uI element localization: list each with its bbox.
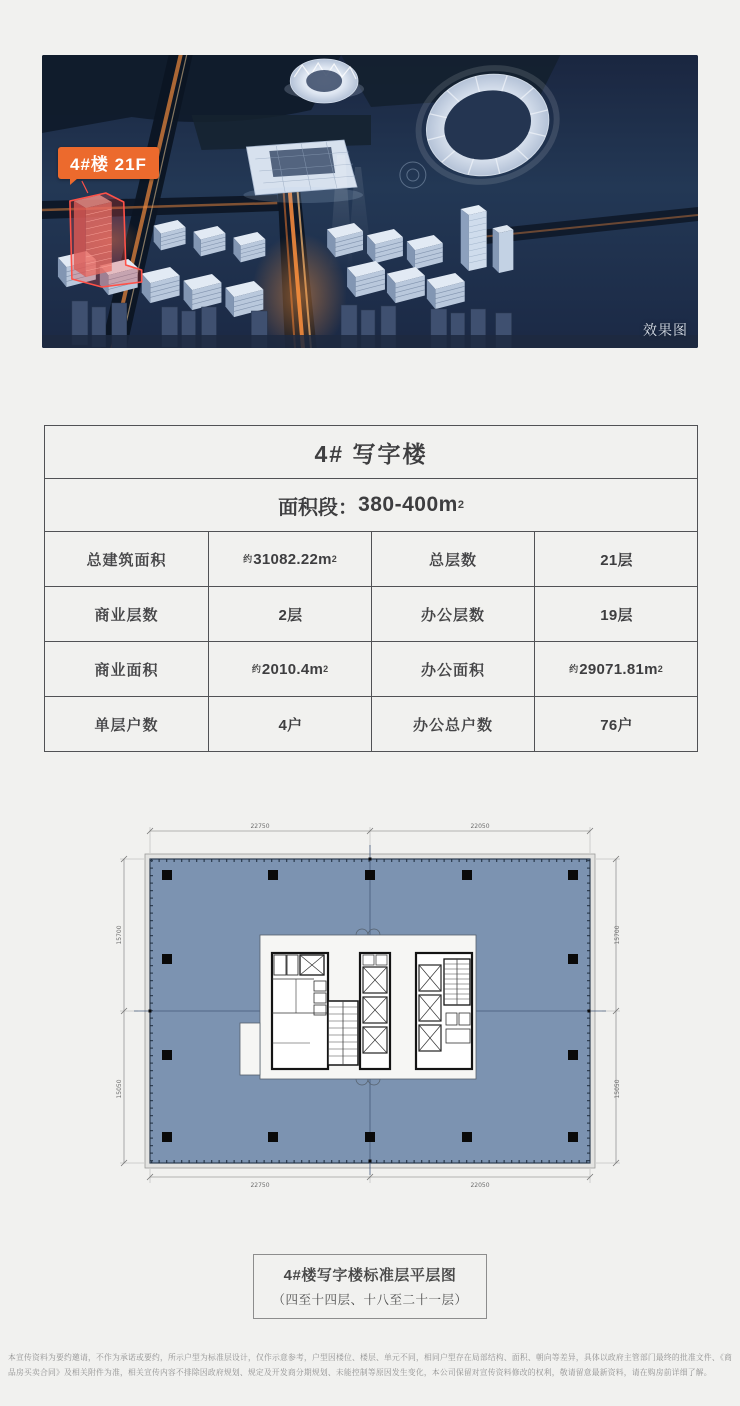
- dim-right-bottom: 15050: [614, 1079, 621, 1099]
- row-label: 商业面积: [94, 661, 159, 679]
- row-value: 21层: [534, 532, 697, 586]
- row-label: 总建筑面积: [86, 551, 167, 569]
- row-label: 办公层数: [371, 587, 534, 641]
- row-label: 总层数: [371, 532, 534, 586]
- core-right-block: [416, 953, 472, 1069]
- plan-caption-box: [253, 1254, 486, 1319]
- foreground-silhouette: [42, 335, 698, 348]
- row-label: 商业层数: [94, 606, 159, 624]
- row-value: 约 2010.4m 2: [208, 642, 371, 696]
- building-info-table: [44, 425, 698, 752]
- row-value: 76户: [534, 697, 697, 751]
- building-tag: 4#楼 21F: [58, 147, 159, 179]
- dim-left-bottom: 15050: [116, 1079, 123, 1099]
- dim-top-right: 22050: [470, 823, 490, 830]
- row-label: 办公面积: [371, 642, 534, 696]
- area-range-value: 380-400m: [358, 493, 458, 516]
- plan-caption-title: 4#楼写字楼标准层平层图: [283, 1267, 457, 1284]
- row-label: 单层户数: [94, 716, 159, 734]
- table-row: [45, 641, 697, 696]
- legal-disclaimer: 本宣传资料为要约邀请，不作为承诺或要约，所示户型为标准层设计，仅作示意参考，户型因楼位、楼层、单元不同，相同户型存在局部结构、面积、朝向等差异，具体以政府主管部门最终的批准文件、《商品房买卖合同》及相关附件为准，相关宣传内容不排除因政府规划、规定及开发商分期规划、未能控制等原因发生变化，本公司保留对宣传资料修改的权利，敬请留意最新资料，请在购房前详细了解。: [8, 1353, 732, 1378]
- core: [240, 929, 476, 1085]
- table-title-row: [45, 426, 697, 478]
- area-range-sup: 2: [457, 499, 464, 511]
- dim-left-top: 15700: [116, 925, 123, 945]
- row-label: 办公总户数: [371, 697, 534, 751]
- area-range-label: 面积段：: [278, 496, 359, 519]
- dim-bottom-left: 22750: [250, 1182, 270, 1189]
- core-left-block: [272, 953, 328, 1069]
- stair-left: [328, 1001, 358, 1065]
- table-row: [45, 531, 697, 586]
- night-aerial-scene: [42, 55, 698, 348]
- row-value: 4户: [208, 697, 371, 751]
- hero-render-image: [42, 55, 698, 348]
- row-value: 约 29071.81m 2: [534, 642, 697, 696]
- plan-caption-floors: （四至十四层、十八至二十一层）: [272, 1293, 468, 1307]
- elevator-bank-middle: [360, 953, 390, 1069]
- table-row: [45, 586, 697, 641]
- tall-tower-shape-2: [493, 225, 514, 273]
- table-title: 4# 写字楼: [314, 440, 428, 467]
- dim-right-top: 15700: [614, 925, 621, 945]
- floor-plan-drawing: [110, 817, 630, 1192]
- tall-tower-shape: [461, 205, 487, 271]
- area-range-row: [45, 478, 697, 531]
- row-value: 2层: [208, 587, 371, 641]
- row-value: 19层: [534, 587, 697, 641]
- caption-wrap: [0, 1254, 740, 1319]
- render-watermark-label: 效果图: [643, 322, 688, 338]
- table-row: [45, 696, 697, 751]
- dim-top-left: 22750: [250, 823, 270, 830]
- dim-bottom-right: 22050: [470, 1182, 490, 1189]
- floor-plan-figure: [110, 817, 630, 1192]
- row-value: 约 31082.22m 2: [208, 532, 371, 586]
